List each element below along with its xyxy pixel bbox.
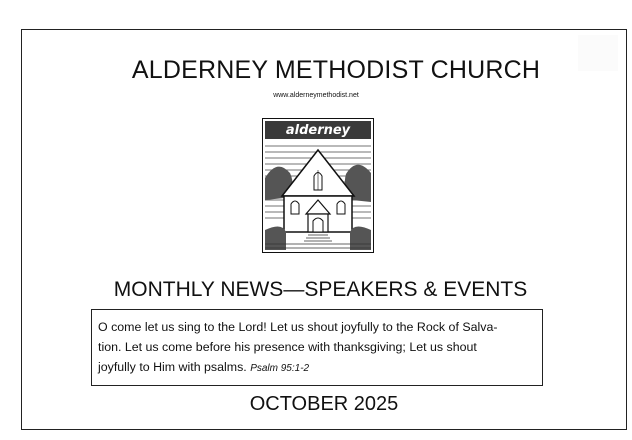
verse-reference: Psalm 95:1-2 — [250, 363, 310, 374]
section-subtitle: MONTHLY NEWS—SPEAKERS & EVENTS — [113, 278, 528, 301]
logo-wordmark: alderney — [285, 123, 351, 138]
church-logo — [262, 118, 374, 253]
verse-line-1: O come let us sing to the Lord! Let us shout joyfully to the Rock of Salva- — [98, 320, 498, 334]
church-title: ALDERNEY METHODIST CHURCH — [131, 56, 541, 84]
verse-line-3: joyfully to Him with psalms. — [98, 360, 247, 374]
issue-month: OCTOBER 2025 — [249, 393, 399, 415]
website-link[interactable]: www.alderneymethodist.net — [273, 92, 359, 99]
verse-line-2: tion. Let us come before his presence with thanksgiving; Let us shout — [98, 340, 477, 354]
scripture-box — [91, 309, 543, 386]
